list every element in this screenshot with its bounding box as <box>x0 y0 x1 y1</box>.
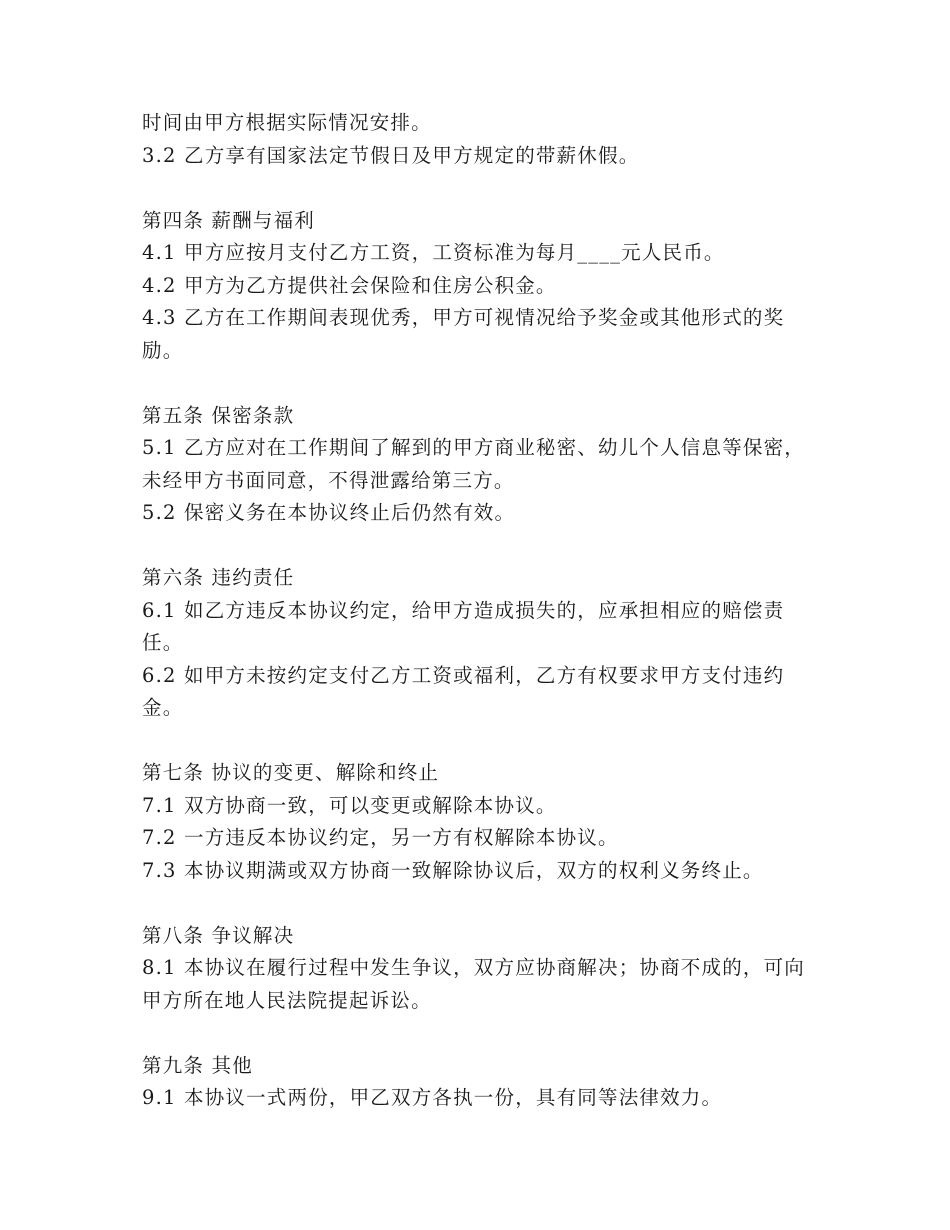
clause-8-1: 8.1 本协议在履行过程中发生争议，双方应协商解决；协商不成的，可向甲方所在地人民法院提起诉讼。 <box>142 956 806 1012</box>
clause-4-2: 4.2 甲方为乙方提供社会保险和住房公积金。 <box>142 273 557 297</box>
section-heading-9: 第九条 其他 <box>142 1053 253 1077</box>
clause-5-1: 5.1 乙方应对在工作期间了解到的甲方商业秘密、幼儿个人信息等保密，未经甲方书面同意，不得泄露给第三方。 <box>142 436 806 492</box>
section-heading-7: 第七条 协议的变更、解除和终止 <box>142 761 440 784</box>
section-gap <box>142 367 812 400</box>
paragraph-continuation: 时间由甲方根据实际情况安排。 <box>142 111 432 134</box>
section-gap <box>142 530 812 563</box>
clause-7-2: 7.2 一方违反本协议约定，另一方有权解除本协议。 <box>142 826 619 849</box>
clause-3-2: 3.2 乙方享有国家法定节假日及甲方规定的带薪休假。 <box>142 143 640 167</box>
section-gap <box>142 1017 812 1050</box>
clause-7-3: 7.3 本协议期满或双方协商一致解除协议后，双方的权利义务终止。 <box>142 858 764 882</box>
section-heading-5: 第五条 保密条款 <box>142 403 295 427</box>
clause-6-1: 6.1 如乙方违反本协议约定，给甲方造成损失的，应承担相应的赔偿责任。 <box>142 598 785 654</box>
clause-7-1: 7.1 双方协商一致，可以变更或解除本协议。 <box>142 793 557 817</box>
clause-4-3: 4.3 乙方在工作期间表现优秀，甲方可视情况给予奖金或其他形式的奖励。 <box>142 306 785 362</box>
document-body <box>142 107 812 1115</box>
clause-5-2: 5.2 保密义务在本协议终止后仍然有效。 <box>142 501 516 524</box>
section-gap <box>142 725 812 758</box>
clause-4-1: 4.1 甲方应按月支付乙方工资，工资标准为每月____元人民币。 <box>142 241 725 264</box>
section-heading-4: 第四条 薪酬与福利 <box>142 208 315 232</box>
clause-6-2: 6.2 如甲方未按约定支付乙方工资或福利，乙方有权要求甲方支付违约金。 <box>142 663 785 719</box>
section-gap <box>142 172 812 205</box>
section-heading-8: 第八条 争议解决 <box>142 923 295 947</box>
section-gap <box>142 887 812 920</box>
clause-9-1: 9.1 本协议一式两份，甲乙双方各执一份，具有同等法律效力。 <box>142 1086 723 1109</box>
section-heading-6: 第六条 违约责任 <box>142 566 295 589</box>
